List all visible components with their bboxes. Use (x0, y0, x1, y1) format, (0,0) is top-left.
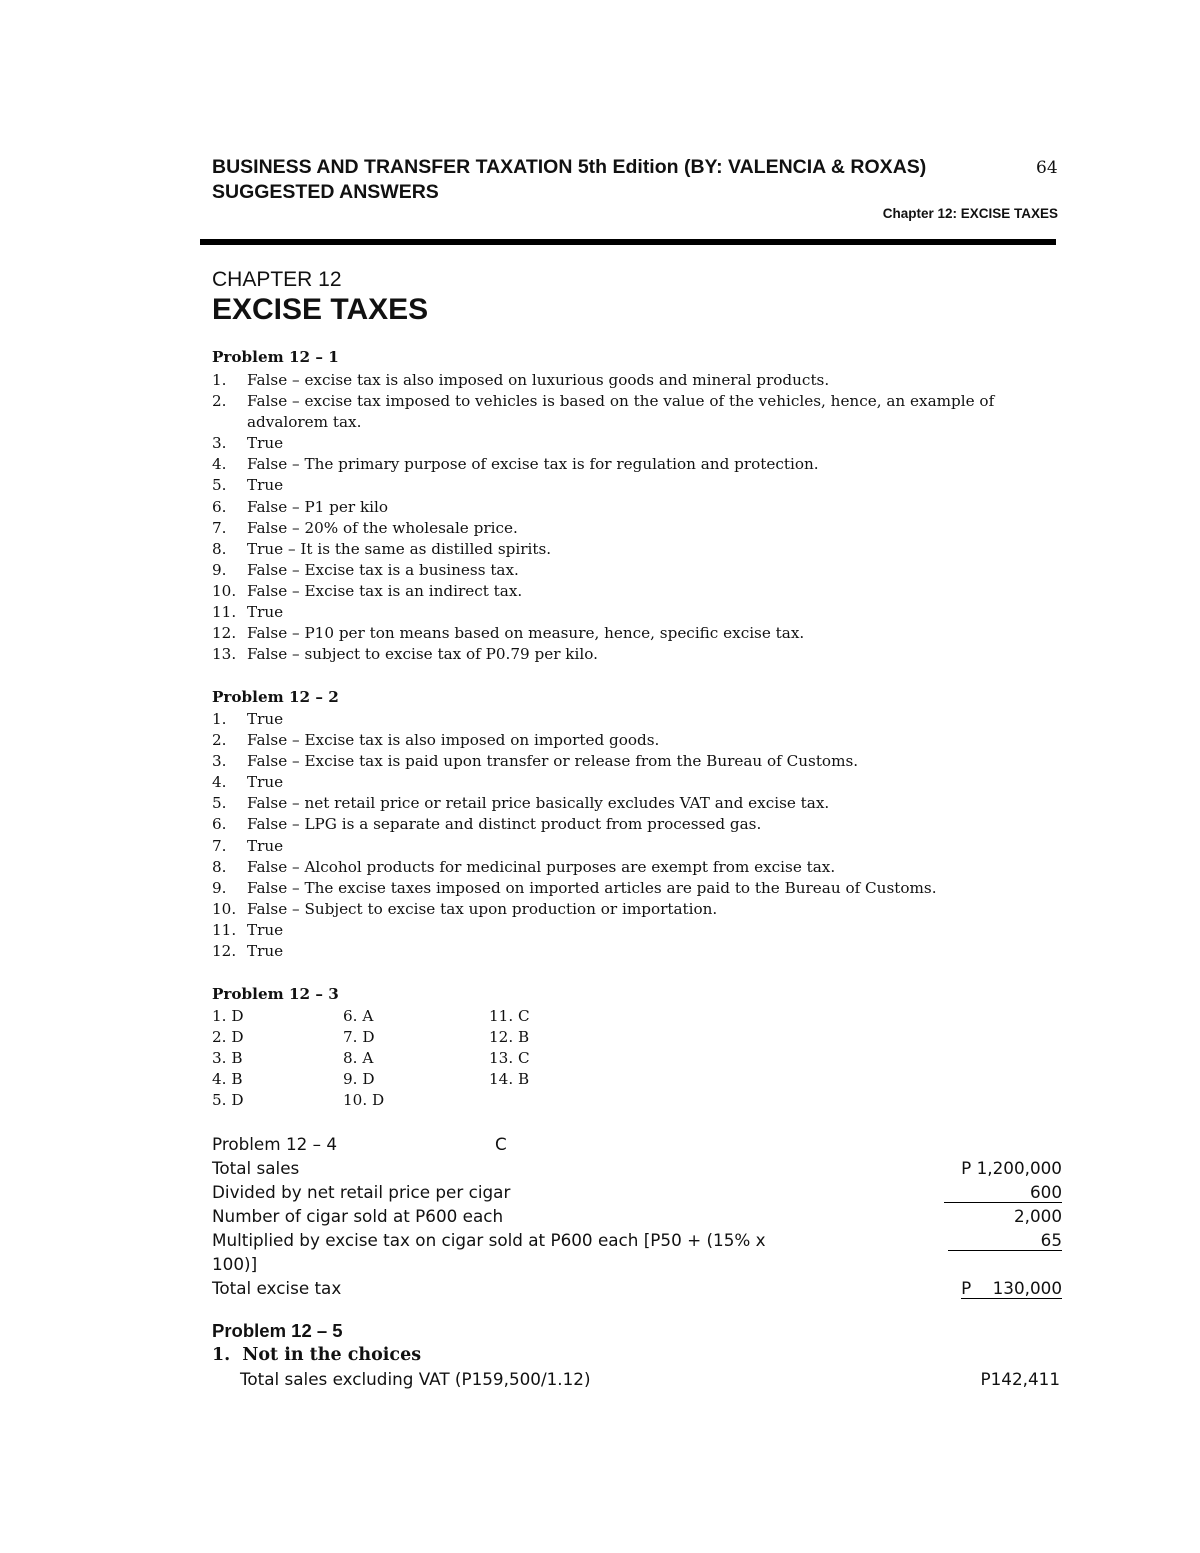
answer-column-2 (343, 1006, 384, 1111)
list-item: 4. True (212, 773, 284, 792)
list-item: 7. False – 20% of the wholesale price. (212, 518, 518, 537)
answer-cell: 10. D (343, 1091, 385, 1110)
list-item: 7. True (212, 836, 284, 855)
book-title: BUSINESS AND TRANSFER TAXATION 5th Edition (BY: VALENCIA & ROXAS) (212, 156, 927, 178)
problem-1-heading: Problem 12 – 1 (212, 348, 339, 366)
answer-column-3 (489, 1006, 530, 1090)
list-item: 10. False – Subject to excise tax upon production or importation. (212, 899, 718, 918)
list-item: 1. True (212, 710, 284, 728)
list-item: 2. False – excise tax imposed to vehicles is based on the value of the vehicles, hence, an example of advalorem tax. (212, 392, 995, 432)
book-subtitle: SUGGESTED ANSWERS (212, 181, 439, 203)
list-item: 6. False – LPG is a separate and distinct product from processed gas. (212, 815, 762, 834)
answer-cell: 9. D (343, 1070, 375, 1089)
document-page: BUSINESS AND TRANSFER TAXATION 5th Edition (BY: VALENCIA & ROXAS) 64 SUGGESTED ANSWERS Chapter 12: EXCISE TAXES CHAPTER 12 EXCISE TAXES Problem 12 – 1 1. False – excise tax is also imposed on luxurious goods and mineral products. 2. False – excise tax imposed to vehicles is based on the value of the vehicles, hence, an example of advalorem tax. 3. True 4. False – The primary purpose of excise tax is for regulation and protection. 5. True 6. False – P1 per kilo 7. False – 20% of the wholesale price. 8. True – It is the same as distilled spirits. 9. False – Excise tax is a business tax. 10. False – Excise tax is an indirect tax. 11. True 12. False – P10 per ton means based on measure, hence, specific excise tax. 13. False – subject to excise tax of P0.79 per kilo. Problem 12 – 2 1. True 2. False – Excise tax is also imposed on imported goods. 3. False – Excise tax is paid upon transfer or release from the Bureau of Customs. 4. True 5. False – net retail price or retail price basically excludes VAT and excise tax. 6. False – LPG is a separate and distinct product from processed gas. 7. True 8. False – Alcohol products for medicinal purposes are exempt from excise tax. 9. False – The excise taxes imposed on imported articles are paid to the Bureau of Customs. 10. False – Subject to excise tax upon production or importation. 11. True 12. True Problem 12 – 3 1. D 2. D 3. B 4. B 5. D 6. A 7. D 8. A 9. D 10. D 11. C 12. B 13. C 14. B Problem 12 – 4 C Total sales P 1,200,000 Divided by net retail price per cigar 600 Number of cigar sold at P600 each 2,000 Multiplied by excise tax on cigar sold at P600 each [P50 + (15% x 65 100)] Total excise tax P 130,000 Problem 12 – 5 1. Not in the choices Total sales excluding VAT (P159,500/1.12) P142,411 (0, 0, 1200, 1553)
problem-2-list (212, 709, 1072, 962)
answer-cell: 7. D (343, 1028, 375, 1047)
answer-cell: 13. C (489, 1049, 530, 1068)
problem-5-heading: Problem 12 – 5 (212, 1320, 343, 1341)
problem-5-item-1: 1. Not in the choices (212, 1345, 422, 1365)
list-item: 5. False – net retail price or retail price basically excludes VAT and excise tax. (212, 794, 830, 813)
problem-4-heading: Problem 12 – 4 (212, 1134, 338, 1154)
answer-cell: 12. B (489, 1028, 530, 1047)
list-item: 8. False – Alcohol products for medicinal purposes are exempt from excise tax. (212, 857, 836, 876)
answer-cell: 8. A (343, 1049, 374, 1068)
problem-4-answer: C (495, 1134, 507, 1154)
answer-cell: 5. D (212, 1091, 244, 1110)
answer-cell: 1. D (212, 1007, 244, 1025)
list-item: 9. False – The excise taxes imposed on imported articles are paid to the Bureau of Customs. (212, 878, 937, 897)
answer-column-1 (212, 1006, 244, 1111)
problem-3-heading: Problem 12 – 3 (212, 985, 339, 1003)
list-item: 11. True (212, 920, 284, 939)
list-item: 12. True (212, 942, 284, 961)
answer-cell: 6. A (343, 1007, 374, 1025)
list-item: 6. False – P1 per kilo (212, 497, 389, 516)
list-item: 3. True (212, 434, 284, 453)
answer-cell: 11. C (489, 1007, 530, 1025)
chapter-label: CHAPTER 12 (212, 268, 342, 291)
list-item: 13. False – subject to excise tax of P0.79 per kilo. (212, 645, 598, 664)
answer-cell: 4. B (212, 1070, 243, 1089)
list-item: 2. False – Excise tax is also imposed on imported goods. (212, 731, 660, 750)
problem-2-heading: Problem 12 – 2 (212, 688, 339, 706)
list-item: 12. False – P10 per ton means based on measure, hence, specific excise tax. (212, 624, 805, 643)
list-item: 4. False – The primary purpose of excise tax is for regulation and protection. (212, 455, 819, 474)
list-item: 3. False – Excise tax is paid upon transfer or release from the Bureau of Customs. (212, 752, 859, 771)
answer-cell: 2. D (212, 1028, 244, 1047)
list-item: 1. False – excise tax is also imposed on luxurious goods and mineral products. (212, 371, 830, 389)
list-item: 11. True (212, 603, 284, 622)
list-item: 9. False – Excise tax is a business tax. (212, 560, 519, 579)
answer-cell: 3. B (212, 1049, 243, 1068)
list-item: 5. True (212, 476, 284, 495)
list-item: 10. False – Excise tax is an indirect tax. (212, 581, 523, 600)
answer-cell: 14. B (489, 1070, 530, 1089)
list-item: 8. True – It is the same as distilled spirits. (212, 539, 552, 558)
problem-1-list (212, 370, 1072, 665)
running-chapter-tag: Chapter 12: EXCISE TAXES (882, 206, 1058, 221)
page-number: 64 (1036, 158, 1058, 178)
chapter-title: EXCISE TAXES (212, 293, 429, 326)
header-rule (200, 239, 1056, 245)
